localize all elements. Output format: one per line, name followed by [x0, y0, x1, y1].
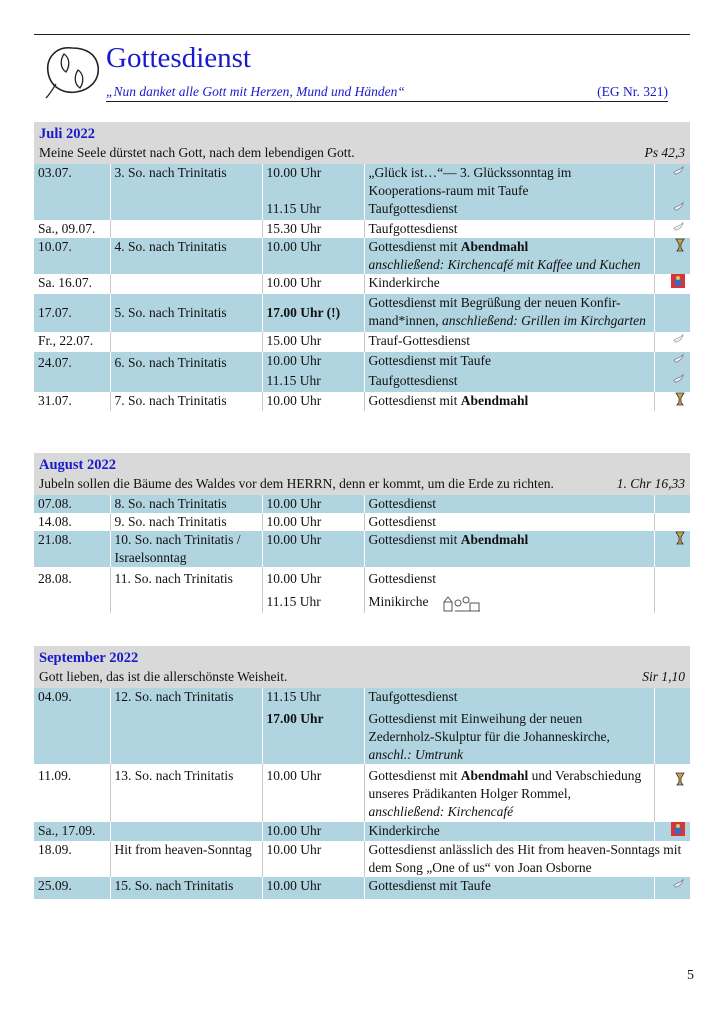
chalice-icon [675, 238, 685, 252]
description-cell: Gottesdienst mit Taufe [364, 352, 654, 372]
time-cell: 10.00 Uhr [262, 164, 364, 200]
time-cell: 17.00 Uhr (!) [262, 294, 364, 332]
description-cell: Gottesdienst mit Begrüßung der neuen Konfir-mand*innen, anschließend: Grillen im Kirchgarten [364, 294, 654, 332]
month-header [34, 122, 690, 164]
page-number: 5 [687, 968, 694, 983]
date-cell [34, 200, 110, 220]
sunday-cell: 4. So. nach Trinitatis [110, 238, 262, 274]
date-cell: 04.09. [34, 688, 110, 710]
description-cell: Gottesdienst mit Abendmahl anschließend: Kirchencafé mit Kaffee und Kuchen [364, 238, 654, 274]
table-row [34, 589, 690, 613]
time-cell: 10.00 Uhr [262, 877, 364, 899]
date-cell [34, 710, 110, 764]
date-cell: 31.07. [34, 392, 110, 411]
minikirche-icon [442, 594, 482, 612]
sunday-cell [110, 589, 262, 613]
table-row [34, 372, 690, 392]
table-row [34, 531, 690, 567]
time-cell: 10.00 Uhr [262, 764, 364, 822]
date-cell: 03.07. [34, 164, 110, 200]
top-rule [34, 34, 690, 35]
time-cell: 10.00 Uhr [262, 513, 364, 531]
sunday-cell: 15. So. nach Trinitatis [110, 877, 262, 899]
chalice-icon [675, 531, 685, 545]
time-cell: 15.30 Uhr [262, 220, 364, 238]
verse-reference: Sir 1,10 [642, 669, 685, 684]
date-cell: 28.08. [34, 567, 110, 589]
date-cell: Fr., 22.07. [34, 332, 110, 352]
date-cell: 21.08. [34, 531, 110, 567]
dove-icon [672, 332, 685, 345]
hymn-reference: (EG Nr. 321) [597, 84, 668, 99]
time-cell: 10.00 Uhr [262, 822, 364, 841]
table-row [34, 567, 690, 589]
month-verse: Jubeln sollen die Bäume des Waldes vor dem HERRN, denn er kommt, um die Erde zu richten. [39, 476, 554, 491]
time-cell: 10.00 Uhr [262, 392, 364, 411]
sunday-cell: 12. So. nach Trinitatis [110, 688, 262, 710]
month-section-september [34, 646, 690, 899]
description-cell: Taufgottesdienst [364, 220, 654, 238]
date-cell: Sa., 09.07. [34, 220, 110, 238]
service-table [34, 164, 690, 411]
description-cell: Kinderkirche [364, 822, 654, 841]
dove-icon [672, 200, 685, 213]
date-cell: 18.09. [34, 841, 110, 877]
table-row [34, 513, 690, 531]
month-title: August 2022 [39, 457, 116, 473]
time-cell: 11.15 Uhr [262, 688, 364, 710]
service-table [34, 688, 690, 899]
description-cell: Gottesdienst mit Abendmahl und Verabschiedung unseres Prädikanten Holger Rommel, anschließend: Kirchencafé [364, 764, 654, 822]
service-table [34, 495, 690, 613]
sunday-cell: 8. So. nach Trinitatis [110, 495, 262, 513]
description-cell: Gottesdienst anlässlich des Hit from heaven-Sonntags mit dem Song „One of us“ von Joan Osborne [364, 841, 690, 877]
sunday-cell [110, 822, 262, 841]
date-cell: 11.09. [34, 764, 110, 822]
children-church-icon [671, 274, 685, 288]
description-cell: Taufgottesdienst [364, 372, 654, 392]
description-cell: Gottesdienst [364, 495, 654, 513]
table-row [34, 877, 690, 899]
time-cell: 15.00 Uhr [262, 332, 364, 352]
date-cell: 10.07. [34, 238, 110, 274]
month-header [34, 453, 690, 495]
date-cell: 07.08. [34, 495, 110, 513]
time-cell: 10.00 Uhr [262, 274, 364, 294]
table-row [34, 495, 690, 513]
description-cell: Gottesdienst [364, 513, 654, 531]
dove-icon [672, 220, 685, 233]
table-row [34, 294, 690, 332]
table-row [34, 392, 690, 411]
table-row [34, 688, 690, 710]
time-cell: 10.00 Uhr [262, 531, 364, 567]
sunday-cell [110, 332, 262, 352]
page-subtitle: „Nun danket alle Gott mit Herzen, Mund und Händen“ [106, 84, 405, 99]
date-cell: Sa. 16.07. [34, 274, 110, 294]
month-section-august [34, 453, 690, 613]
dove-icon [672, 372, 685, 385]
time-cell: 10.00 Uhr [262, 238, 364, 274]
description-cell: Gottesdienst mit Abendmahl [364, 531, 654, 567]
dove-icon [672, 352, 685, 365]
sunday-cell: 7. So. nach Trinitatis [110, 392, 262, 411]
description-cell: Gottesdienst mit Abendmahl [364, 392, 654, 411]
date-cell: Sa., 17.09. [34, 822, 110, 841]
dove-icon [672, 877, 685, 890]
month-title: Juli 2022 [39, 126, 95, 142]
sunday-cell: Hit from heaven-Sonntag [110, 841, 262, 877]
sunday-cell: 13. So. nach Trinitatis [110, 764, 262, 822]
time-cell: 10.00 Uhr [262, 352, 364, 372]
sunday-cell: 11. So. nach Trinitatis [110, 567, 262, 589]
sunday-cell: 10. So. nach Trinitatis / Israelsonntag [110, 531, 262, 567]
table-row [34, 332, 690, 352]
sunday-cell: 3. So. nach Trinitatis [110, 164, 262, 200]
dove-icon [672, 164, 685, 177]
description-cell: Gottesdienst mit Einweihung der neuen Zedernholz-Skulptur für die Johanneskirche, anschl.: Umtrunk [364, 710, 654, 764]
sunday-cell [110, 274, 262, 294]
time-cell: 17.00 Uhr [262, 710, 364, 764]
date-cell: 24.07. [34, 352, 110, 372]
date-cell [34, 589, 110, 613]
month-verse: Meine Seele dürstet nach Gott, nach dem lebendigen Gott. [39, 145, 355, 160]
table-row [34, 200, 690, 220]
description-cell: Kinderkirche [364, 274, 654, 294]
date-cell [34, 372, 110, 392]
date-cell: 25.09. [34, 877, 110, 899]
month-section-july [34, 122, 690, 411]
month-verse: Gott lieben, das ist die allerschönste Weisheit. [39, 669, 288, 684]
table-row [34, 238, 690, 274]
page-title: Gottesdienst [106, 42, 251, 74]
sunday-cell [110, 710, 262, 764]
verse-reference: 1. Chr 16,33 [616, 476, 685, 491]
time-cell: 11.15 Uhr [262, 589, 364, 613]
time-cell: 10.00 Uhr [262, 495, 364, 513]
table-row [34, 274, 690, 294]
time-cell: 10.00 Uhr [262, 567, 364, 589]
date-cell: 17.07. [34, 294, 110, 332]
month-title: September 2022 [39, 650, 139, 666]
sunday-cell [110, 220, 262, 238]
description-cell: Gottesdienst [364, 567, 654, 589]
chalice-icon [675, 772, 685, 786]
sunday-cell [110, 372, 262, 392]
chalice-icon [675, 392, 685, 406]
description-cell: Trauf-Gottesdienst [364, 332, 654, 352]
sunday-cell [110, 200, 262, 220]
table-row [34, 822, 690, 841]
table-row [34, 220, 690, 238]
time-cell: 10.00 Uhr [262, 841, 364, 877]
month-header [34, 646, 690, 688]
table-row [34, 352, 690, 372]
description-cell: „Glück ist…“— 3. Glückssonntag im Kooperations-raum mit Taufe [364, 164, 654, 200]
table-row [34, 710, 690, 764]
verse-reference: Ps 42,3 [644, 145, 685, 160]
table-row [34, 764, 690, 822]
dove-logo-icon [42, 40, 104, 100]
children-church-icon [671, 822, 685, 836]
header-rule [106, 101, 668, 102]
time-cell: 11.15 Uhr [262, 372, 364, 392]
page-header [34, 36, 690, 106]
description-cell: Minikirche [364, 589, 654, 613]
sunday-cell: 5. So. nach Trinitatis [110, 294, 262, 332]
description-cell: Gottesdienst mit Taufe [364, 877, 654, 899]
sunday-cell: 9. So. nach Trinitatis [110, 513, 262, 531]
description-cell: Taufgottesdienst [364, 688, 654, 710]
date-cell: 14.08. [34, 513, 110, 531]
table-row [34, 841, 690, 877]
sunday-cell: 6. So. nach Trinitatis [110, 352, 262, 372]
description-cell: Taufgottesdienst [364, 200, 654, 220]
table-row [34, 164, 690, 200]
time-cell: 11.15 Uhr [262, 200, 364, 220]
